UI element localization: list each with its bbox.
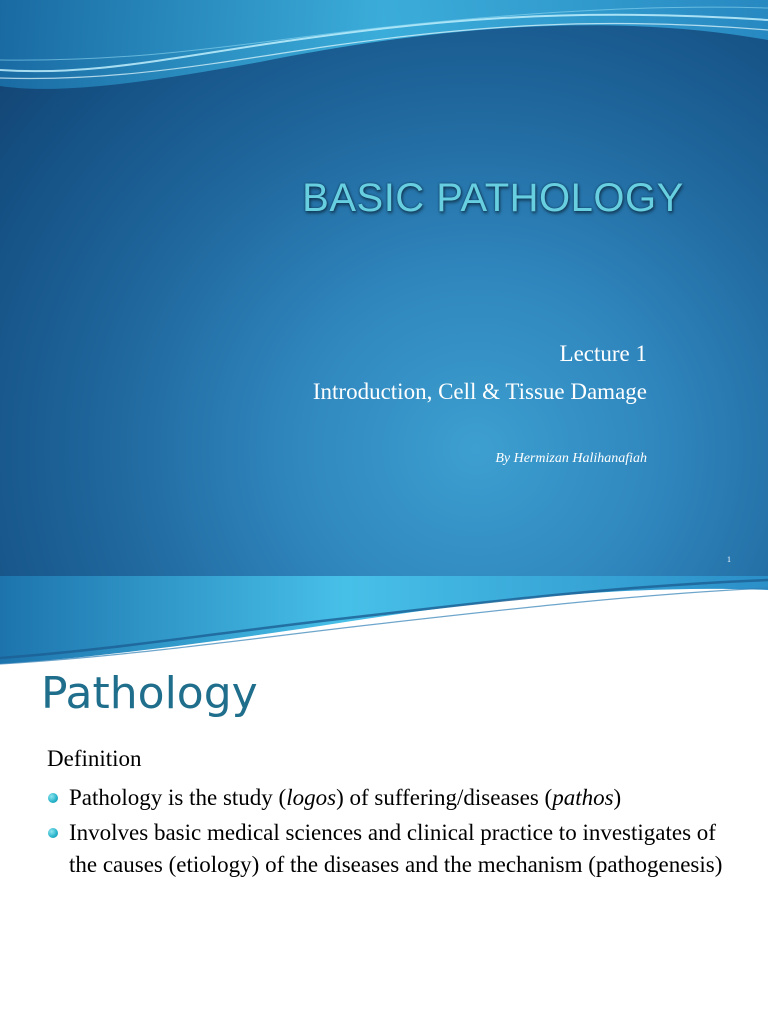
bullet-text: Pathology is the study ( [69,785,287,810]
content-slide [0,576,768,1024]
slide-title: BASIC PATHOLOGY [302,176,684,220]
bullet-text: ) of suffering/diseases ( [336,785,553,810]
bullet-text: ) [613,785,622,810]
slide-heading: Pathology [41,668,258,719]
decorative-wave [0,576,768,666]
list-item [47,817,737,881]
definition-label: Definition [47,746,142,771]
subtitle-block [313,335,647,411]
bullet-list [47,782,737,884]
bullet-icon [48,828,58,838]
bullet-icon [48,793,58,803]
lecture-label: Lecture 1 [559,341,647,366]
bullet-text: Involves basic medical sciences and clinical practice to investigates of the causes (etiology) of the diseases and the mechanism (pathogenesis) [69,820,723,877]
list-item [47,782,737,814]
bullet-term: pathos [552,785,614,810]
author-line: By Hermizan Halihanafiah [495,451,647,466]
bullet-term: logos [286,785,337,810]
decorative-wave [0,0,768,95]
lecture-topic: Introduction, Cell & Tissue Damage [312,379,647,404]
slide-number: 1 [727,555,731,564]
